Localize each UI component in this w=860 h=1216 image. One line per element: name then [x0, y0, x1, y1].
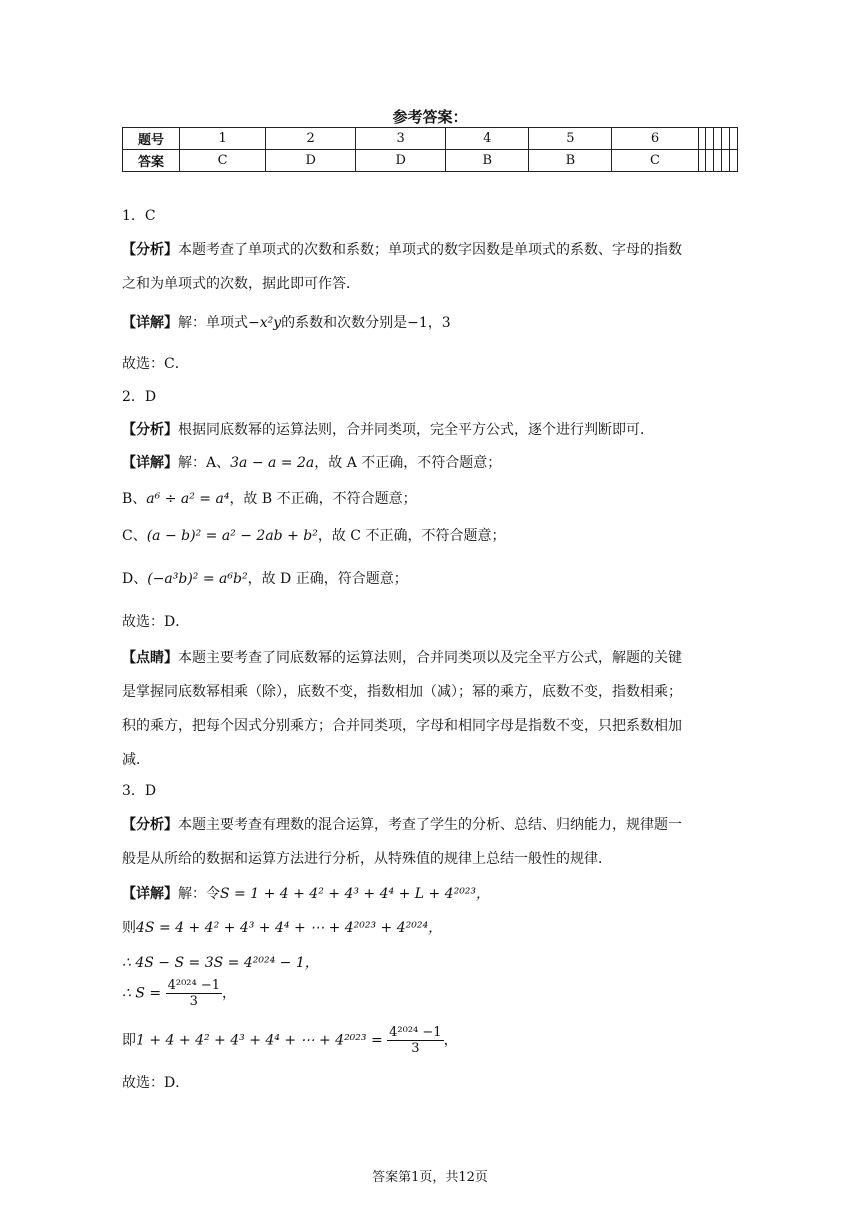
row-header-answer: 答案 [123, 150, 180, 172]
detail-text: ，故 A 不正确，不符合题意； [314, 455, 502, 471]
q3-step3 [122, 952, 319, 972]
q1-choose: 故选：C． [122, 356, 189, 372]
answer-cell: D [356, 150, 446, 172]
fraction-numerator: 4²⁰²⁴ −1 [167, 978, 221, 993]
math-expression: 1 + 4 + 4² + 4³ + 4⁴ + ⋯ + 4²⁰²³ = [136, 1032, 383, 1049]
q2-detail-c [122, 525, 505, 545]
q2-choose: 故选：D． [122, 614, 190, 630]
number-cell: 2 [266, 128, 356, 150]
detail-text: 解：单项式 [178, 315, 248, 331]
analysis-text: 根据同底数幂的运算法则，合并同类项，完全平方公式，逐个进行判断即可． [178, 422, 654, 438]
detail-text: B、 [122, 491, 147, 507]
punctuation: ， [222, 985, 237, 1002]
math-expression: S = 1 + 4 + 4² + 4³ + 4⁴ + L + 4²⁰²³， [220, 886, 491, 902]
detail-text: ，故 C 不正确，不符合题意； [317, 528, 506, 544]
analysis-text: 本题主要考查有理数的混合运算，考查了学生的分析、总结、归纳能力，规律题一 [178, 817, 682, 833]
q3-analysis-line1 [122, 814, 682, 834]
analysis-label: 【分析】 [122, 817, 178, 833]
number-cell [722, 128, 730, 150]
number-cell: 1 [180, 128, 266, 150]
fraction-denominator: 3 [189, 994, 198, 1009]
q2-comment-line1 [122, 647, 682, 667]
q2-detail-a [122, 452, 501, 472]
q3-step2 [122, 917, 442, 937]
analysis-label: 【分析】 [122, 422, 178, 438]
fraction [166, 978, 222, 1009]
fraction-denominator: 3 [411, 1041, 420, 1056]
q3-step5 [122, 1025, 458, 1056]
q2-comment-line3: 积的乘方，把每个因式分别乘方；合并同类项，字母和相同字母是指数不变，只把系数相加 [122, 718, 682, 734]
detail-text: 解：A、 [178, 455, 231, 471]
detail-label: 【详解】 [122, 886, 178, 902]
number-cell: 4 [446, 128, 529, 150]
q3-analysis-line2: 般是从所给的数据和运算方法进行分析，从特殊值的规律上总结一般性的规律． [122, 851, 612, 867]
number-cell [698, 128, 706, 150]
q1-head: 1．C [122, 208, 156, 224]
math-expression: −x²y [248, 315, 282, 331]
row-header-number: 题号 [123, 128, 180, 150]
detail-text: 则 [122, 920, 136, 936]
detail-label: 【详解】 [122, 455, 178, 471]
q3-head: 3．D [122, 783, 157, 799]
answer-cell [730, 150, 738, 172]
analysis-label: 【分析】 [122, 242, 178, 258]
q2-detail-d [122, 568, 408, 588]
q1-analysis-line2: 之和为单项式的次数，据此即可作答． [122, 276, 360, 292]
answer-cell [706, 150, 714, 172]
detail-text: 的系数和次数分别是 [281, 315, 408, 331]
q2-detail-b [122, 488, 417, 508]
number-cell [714, 128, 722, 150]
answer-cell: C [612, 150, 698, 172]
detail-text: 解：令 [178, 886, 220, 902]
math-expression: ∴ S = [122, 985, 162, 1002]
math-expression: a⁶ ÷ a² = a⁴ [146, 491, 230, 507]
q3-choose: 故选：D． [122, 1075, 190, 1091]
answer-cell [698, 150, 706, 172]
number-cell [730, 128, 738, 150]
fraction-numerator: 4²⁰²⁴ −1 [389, 1025, 442, 1040]
detail-text: −1，3 [407, 315, 451, 331]
q2-analysis [122, 419, 654, 439]
answer-cell [714, 150, 722, 172]
math-expression: 3a − a = 2a [230, 455, 315, 471]
comment-label: 【点睛】 [122, 650, 178, 666]
answer-table [122, 127, 738, 172]
analysis-text: 本题考查了单项式的次数和系数；单项式的数字因数是单项式的系数、字母的指数 [178, 242, 682, 258]
math-expression: ∴ 4S − S = 3S = 4²⁰²⁴ − 1， [122, 955, 319, 971]
q3-step4 [122, 978, 236, 1009]
answer-cell: C [180, 150, 266, 172]
answer-cell [722, 150, 730, 172]
q2-comment-line4: 减． [122, 752, 150, 768]
answer-cell: B [446, 150, 529, 172]
answer-row [123, 150, 738, 172]
detail-label: 【详解】 [122, 315, 178, 331]
number-cell: 6 [612, 128, 698, 150]
comment-text: 本题主要考查了同底数幂的运算法则，合并同类项以及完全平方公式，解题的关键 [178, 650, 682, 666]
number-cell: 3 [356, 128, 446, 150]
punctuation: ， [443, 1032, 458, 1049]
answer-cell: B [529, 150, 612, 172]
q2-head: 2．D [122, 389, 157, 405]
q1-detail [122, 312, 451, 332]
answer-cell: D [266, 150, 356, 172]
math-expression: (−a³b)² = a⁶b² [147, 571, 248, 587]
q2-comment-line2: 是掌握同底数幂相乘（除），底数不变，指数相加（减）；幂的乘方，底数不变，指数相乘； [122, 684, 682, 700]
number-cell [706, 128, 714, 150]
q3-detail [122, 883, 490, 903]
page-title: 参考答案： [392, 108, 468, 126]
detail-text: D、 [122, 571, 148, 587]
detail-text: 即 [122, 1032, 136, 1049]
fraction [387, 1025, 443, 1056]
number-cell: 5 [529, 128, 612, 150]
math-expression: (a − b)² = a² − 2ab + b² [146, 528, 318, 544]
detail-text: ，故 B 不正确，不符合题意； [229, 491, 417, 507]
detail-text: ，故 D 正确，符合题意； [247, 571, 408, 587]
q1-analysis-line1 [122, 239, 682, 259]
page-footer: 答案第1页，共12页 [372, 1170, 488, 1185]
question-number-row [123, 128, 738, 150]
math-expression: 4S = 4 + 4² + 4³ + 4⁴ + ⋯ + 4²⁰²³ + 4²⁰²⁴， [136, 920, 443, 936]
detail-text: C、 [122, 528, 147, 544]
